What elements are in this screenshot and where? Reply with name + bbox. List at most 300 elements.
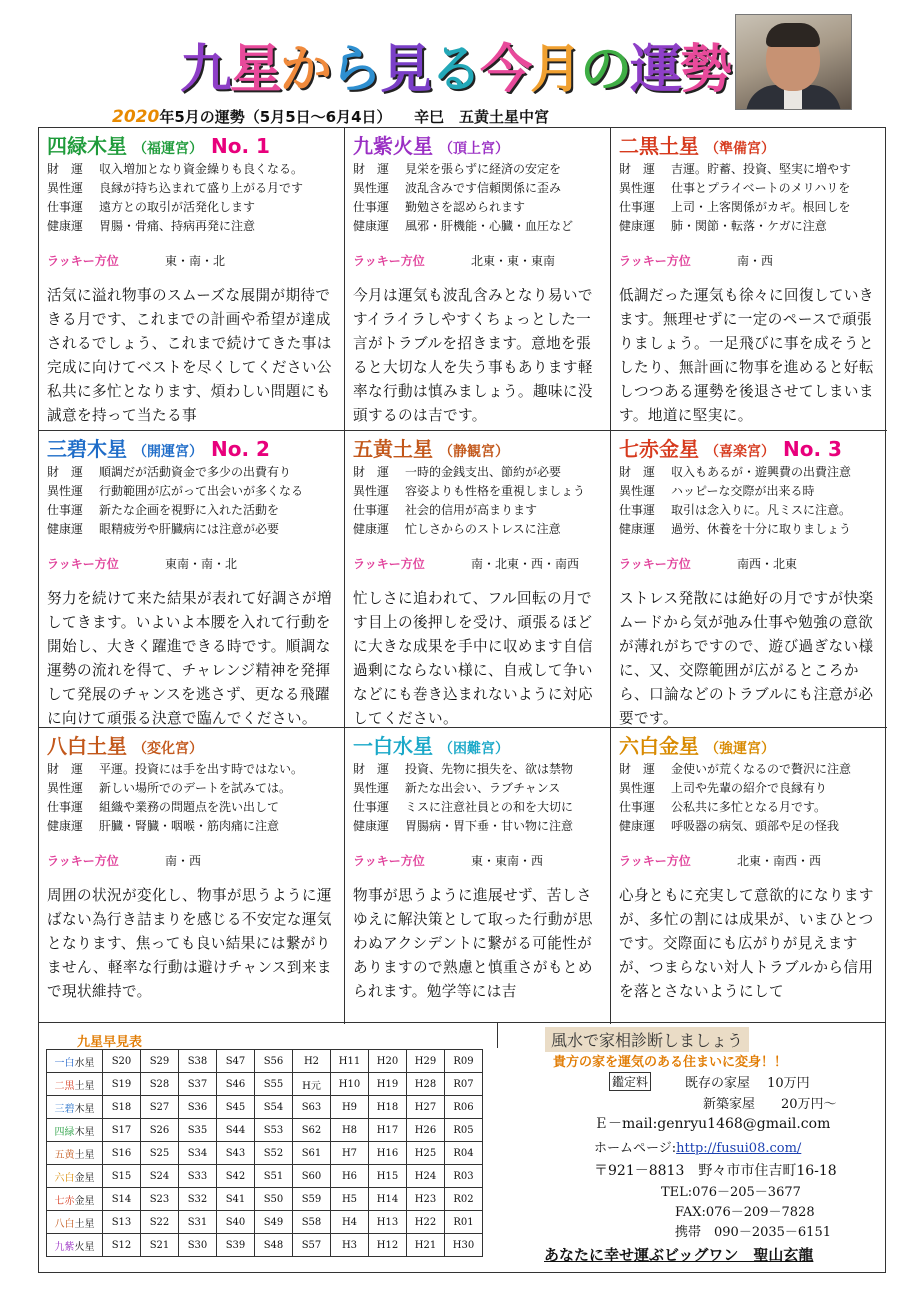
chart-title: 九星早見表 — [77, 1035, 143, 1050]
fortune-key: 異性運 — [619, 484, 656, 498]
fortune-key: 仕事運 — [47, 200, 84, 214]
lucky-label: ラッキー方位 — [47, 854, 119, 868]
fortune-line — [47, 501, 338, 520]
table-star-suffix: 土星 — [74, 1218, 95, 1230]
table-cell: H20 — [369, 1050, 407, 1073]
fortune-key: 健康運 — [47, 219, 84, 233]
star-name: 七赤金星 — [619, 437, 699, 461]
fortune-line — [619, 817, 881, 836]
table-cell: R03 — [445, 1165, 483, 1188]
fortune-grid — [38, 127, 886, 1023]
table-cell: S53 — [255, 1119, 293, 1142]
table-cell: S13 — [103, 1211, 141, 1234]
table-star-name — [47, 1142, 103, 1165]
table-star-suffix: 水星 — [74, 1057, 95, 1069]
star-description: 今月は運気も波乱含みとなり易いですイライラしやすくちょっとした一言がトラブルを招きます。意地を張ると大切な人を失う事もあります軽率な行動は慎みましょう。趣味に没頭するのは吉です。 — [353, 287, 593, 424]
table-cell: S62 — [293, 1119, 331, 1142]
fortune-line — [619, 501, 881, 520]
fortune-text: 金使いが荒くなるので贅沢に注意 — [671, 762, 852, 776]
fortune-key: 仕事運 — [353, 503, 390, 517]
fortune-key: 健康運 — [619, 819, 656, 833]
table-cell: S26 — [141, 1119, 179, 1142]
table-star-name — [47, 1119, 103, 1142]
lucky-value: 北東・南西・西 — [737, 854, 822, 868]
table-cell: S44 — [217, 1119, 255, 1142]
lucky-direction — [619, 852, 881, 874]
table-star-name — [47, 1234, 103, 1257]
star-name: 一白水星 — [353, 734, 433, 758]
fengshui-title: 風水で家相診断しましょう — [545, 1027, 749, 1052]
table-cell: S54 — [255, 1096, 293, 1119]
fortune-line — [619, 798, 881, 817]
lucky-value: 南・西 — [737, 254, 774, 268]
star-heading — [353, 132, 604, 160]
table-cell: S22 — [141, 1211, 179, 1234]
table-cell: R09 — [445, 1050, 483, 1073]
fee-existing: 既存の家屋 10万円 — [685, 1076, 810, 1091]
fee-new: 新築家屋 20万円～ — [703, 1097, 837, 1112]
fortune-key: 仕事運 — [619, 800, 656, 814]
phone: TEL:076－205－3677 — [661, 1185, 801, 1200]
lucky-label: ラッキー方位 — [353, 254, 425, 268]
table-cell: H23 — [407, 1188, 445, 1211]
fortune-line — [47, 779, 338, 798]
star-name: 八白土星 — [47, 734, 127, 758]
table-cell: S48 — [255, 1234, 293, 1257]
fortune-line — [353, 760, 604, 779]
table-cell: S14 — [103, 1188, 141, 1211]
table-cell: H14 — [369, 1188, 407, 1211]
table-cell: S47 — [217, 1050, 255, 1073]
table-cell: S18 — [103, 1096, 141, 1119]
subtitle-period: 年5月の運勢（5月5日～6月4日） 辛巳 五黄土星中宮 — [159, 108, 550, 126]
fortune-text: 新たな出会い、ラブチャンス — [405, 781, 561, 795]
kyusei-table — [46, 1049, 483, 1257]
table-cell: S32 — [179, 1188, 217, 1211]
lucky-value: 東・南・北 — [165, 254, 226, 268]
table-star-prefix: 三碧 — [54, 1103, 75, 1115]
fortune-key: 仕事運 — [353, 200, 390, 214]
fortune-text: 社会的信用が高まります — [405, 503, 538, 517]
title-char: 見 — [380, 40, 431, 100]
lucky-direction — [619, 555, 881, 577]
table-row — [47, 1211, 483, 1234]
fortune-key: 健康運 — [47, 819, 84, 833]
star-description: ストレス発散には絶好の月ですが快楽ムードから気が弛み仕事や勉強の意欲が薄れがちですので、遊び過ぎない様に、又、交際範囲が広がるところから、口論などのトラブルにも注意が必要です。 — [619, 590, 874, 727]
star-description: 周囲の状況が変化し、物事が思うように運ばない為行き詰まりを感じる不安定な運気となります、焦っても良い結果には繋がりません、軽率な行動は避けチャンス到来まで現状維持で。 — [47, 887, 332, 1000]
table-row — [47, 1188, 483, 1211]
table-star-suffix: 木星 — [74, 1103, 95, 1115]
fortune-line — [619, 217, 881, 236]
fax: FAX:076－209－7828 — [675, 1205, 815, 1220]
fortune-text: 上司や先輩の紹介で良縁有り — [671, 781, 828, 795]
table-cell: S27 — [141, 1096, 179, 1119]
fortune-key: 健康運 — [47, 522, 84, 536]
subtitle-year: 2020 — [112, 107, 160, 127]
fortune-key: 仕事運 — [353, 800, 390, 814]
fortune-key: 健康運 — [619, 522, 656, 536]
fortune-text: 平運。投資には手を出す時ではない。 — [99, 762, 304, 776]
table-star-suffix: 金星 — [74, 1195, 95, 1207]
table-cell: S46 — [217, 1073, 255, 1096]
table-star-name — [47, 1211, 103, 1234]
signature: あなたに幸せ運ぶビッグワン 聖山玄龍 — [544, 1246, 814, 1264]
lucky-value: 南西・北東 — [737, 557, 798, 571]
title-char: 月 — [530, 40, 581, 100]
lucky-value: 南・西 — [165, 854, 202, 868]
table-cell: S55 — [255, 1073, 293, 1096]
lucky-label: ラッキー方位 — [47, 557, 119, 571]
fortune-text: 良縁が持ち込まれて盛り上がる月です — [99, 181, 304, 195]
table-cell: H16 — [369, 1142, 407, 1165]
star-cell — [345, 431, 611, 728]
star-palace: （困難宮） — [439, 741, 509, 757]
table-star-name — [47, 1188, 103, 1211]
star-heading — [619, 435, 881, 463]
fortune-text: 肺・関節・転落・ケガに注意 — [671, 219, 827, 233]
table-star-prefix: 一白 — [54, 1057, 75, 1069]
fortune-line — [353, 217, 604, 236]
title-char: ら — [330, 40, 381, 100]
star-cell — [611, 728, 887, 1024]
lucky-direction — [47, 555, 338, 577]
star-description: 物事が思うように進展せず、苦しさゆえに解決策として取った行動が思わぬアクシデントに繋がる可能性がありますので熟慮と慎重さがもとめられます。勉学等には吉 — [353, 887, 593, 1000]
fortune-line — [353, 179, 604, 198]
star-name: 九紫火星 — [353, 134, 433, 158]
star-heading — [47, 132, 338, 160]
fortune-key: 財 運 — [353, 762, 390, 776]
author-photo — [735, 14, 852, 110]
table-cell: R05 — [445, 1119, 483, 1142]
fortune-key: 財 運 — [47, 162, 84, 176]
star-cell — [611, 431, 887, 728]
fortune-key: 健康運 — [619, 219, 656, 233]
table-cell: S42 — [217, 1165, 255, 1188]
star-name: 三碧木星 — [47, 437, 127, 461]
table-cell: S49 — [255, 1211, 293, 1234]
fortune-text: 仕事とプライベートのメリハリを — [671, 181, 851, 195]
fortune-text: 胃腸病・胃下垂・甘い物に注意 — [405, 819, 574, 833]
table-cell: S56 — [255, 1050, 293, 1073]
star-rank: No. 3 — [783, 437, 842, 461]
table-cell: S63 — [293, 1096, 331, 1119]
table-cell: S33 — [179, 1165, 217, 1188]
table-cell: S37 — [179, 1073, 217, 1096]
table-cell: H3 — [331, 1234, 369, 1257]
table-star-suffix: 土星 — [74, 1080, 95, 1092]
fortune-text: 吉運。貯蓄、投資、堅実に増やす — [671, 162, 852, 176]
lucky-label: ラッキー方位 — [353, 557, 425, 571]
fortune-key: 異性運 — [619, 181, 656, 195]
lucky-direction — [353, 252, 604, 274]
fortune-text: 過労、休養を十分に取りましょう — [671, 522, 852, 536]
table-cell: S30 — [179, 1234, 217, 1257]
table-cell: H5 — [331, 1188, 369, 1211]
star-heading — [353, 435, 604, 463]
table-star-suffix: 火星 — [74, 1241, 95, 1253]
fortune-line — [47, 160, 338, 179]
table-cell: S40 — [217, 1211, 255, 1234]
table-cell: S39 — [217, 1234, 255, 1257]
fortune-line — [47, 463, 338, 482]
table-cell: S57 — [293, 1234, 331, 1257]
star-palace: （静観宮） — [439, 444, 509, 460]
table-cell: R01 — [445, 1211, 483, 1234]
homepage — [594, 1137, 801, 1156]
fortune-line — [619, 779, 881, 798]
title-char: 運 — [630, 40, 681, 100]
table-cell: R02 — [445, 1188, 483, 1211]
star-rank: No. 2 — [211, 437, 270, 461]
fortune-text: 遠方との取引が活発化します — [99, 200, 256, 214]
table-star-name — [47, 1096, 103, 1119]
table-cell: H26 — [407, 1119, 445, 1142]
table-star-prefix: 二黒 — [54, 1080, 75, 1092]
fortune-line — [619, 760, 881, 779]
star-name: 二黒土星 — [619, 134, 699, 158]
table-cell: S23 — [141, 1188, 179, 1211]
fortune-line — [619, 198, 881, 217]
fortune-text: 眼精疲労や肝臓病には注意が必要 — [99, 522, 280, 536]
star-cell — [39, 431, 345, 728]
bottom-section — [38, 1022, 886, 1273]
fortune-text: 取引は念入りに。凡ミスに注意。 — [671, 503, 852, 517]
table-cell: H29 — [407, 1050, 445, 1073]
lucky-label: ラッキー方位 — [619, 254, 691, 268]
fortune-text: 新しい場所でのデートを試みては。 — [99, 781, 292, 795]
table-cell: H13 — [369, 1211, 407, 1234]
table-star-suffix: 木星 — [74, 1126, 95, 1138]
fortune-line — [619, 160, 881, 179]
fortune-line — [619, 463, 881, 482]
fortune-key: 異性運 — [47, 484, 84, 498]
table-cell: H18 — [369, 1096, 407, 1119]
table-cell: S36 — [179, 1096, 217, 1119]
table-cell: S52 — [255, 1142, 293, 1165]
fortune-text: 風邪・肝機能・心臓・血圧など — [405, 219, 574, 233]
star-heading — [47, 435, 338, 463]
star-name: 四緑木星 — [47, 134, 127, 158]
fortune-key: 財 運 — [619, 465, 656, 479]
lucky-direction — [353, 555, 604, 577]
title-char: 勢 — [680, 40, 731, 100]
table-cell: S58 — [293, 1211, 331, 1234]
star-cell — [39, 128, 345, 431]
table-cell: S20 — [103, 1050, 141, 1073]
table-star-prefix: 四緑 — [54, 1126, 75, 1138]
table-cell: H19 — [369, 1073, 407, 1096]
fortune-line — [47, 482, 338, 501]
fortune-line — [353, 817, 604, 836]
lucky-direction — [47, 252, 338, 274]
main-title — [180, 36, 731, 104]
fortune-line — [353, 520, 604, 539]
table-cell: H6 — [331, 1165, 369, 1188]
fengshui-subtitle: 貴方の家を運気のある住まいに変身！！ — [553, 1055, 788, 1070]
fortune-key: 仕事運 — [47, 503, 84, 517]
table-cell: S38 — [179, 1050, 217, 1073]
table-row — [47, 1119, 483, 1142]
star-cell — [345, 128, 611, 431]
fortune-text: 忙しさからのストレスに注意 — [405, 522, 561, 536]
fortune-line — [353, 482, 604, 501]
fortune-text: 呼吸器の病気、頭部や足の怪我 — [671, 819, 840, 833]
star-palace: （頂上宮） — [439, 141, 509, 157]
lucky-label: ラッキー方位 — [619, 854, 691, 868]
star-heading — [47, 732, 338, 760]
fortune-text: 組織や業務の問題点を洗い出して — [99, 800, 280, 814]
fortune-text: 波乱含みです信頼関係に歪み — [405, 181, 562, 195]
star-cell — [39, 728, 345, 1024]
divider — [497, 1023, 498, 1048]
star-palace: （強運宮） — [705, 741, 775, 757]
fortune-text: ミスに注意社員との和を大切に — [405, 800, 574, 814]
table-row — [47, 1096, 483, 1119]
table-star-name — [47, 1165, 103, 1188]
table-cell: H25 — [407, 1142, 445, 1165]
fortune-key: 仕事運 — [619, 200, 656, 214]
table-cell: H17 — [369, 1119, 407, 1142]
fortune-key: 異性運 — [353, 781, 390, 795]
table-star-prefix: 七赤 — [54, 1195, 75, 1207]
fortune-text: 収入もあるが・遊興費の出費注意 — [671, 465, 852, 479]
star-description: 心身ともに充実して意欲的になりますが、多忙の割には成果が、いまひとつです。交際面にも広がりが見えますが、つまらない対人トラブルから信用を落とさないようにして — [619, 887, 874, 1000]
fortune-text: 順調だが活動資金で多少の出費有り — [99, 465, 292, 479]
table-cell: H元 — [293, 1073, 331, 1096]
table-cell: S59 — [293, 1188, 331, 1211]
table-star-prefix: 九紫 — [54, 1241, 75, 1253]
table-cell: S25 — [141, 1142, 179, 1165]
fortune-text: 投資、先物に損失を、欲は禁物 — [405, 762, 574, 776]
star-heading — [353, 732, 604, 760]
table-cell: S29 — [141, 1050, 179, 1073]
star-name: 六白金星 — [619, 734, 699, 758]
table-cell: S45 — [217, 1096, 255, 1119]
star-heading — [619, 132, 881, 160]
fortune-line — [47, 520, 338, 539]
table-cell: S35 — [179, 1119, 217, 1142]
table-cell: S24 — [141, 1165, 179, 1188]
fortune-line — [47, 817, 338, 836]
fortune-line — [619, 520, 881, 539]
lucky-label: ラッキー方位 — [47, 254, 119, 268]
star-palace: （開運宮） — [133, 444, 203, 460]
table-cell: S61 — [293, 1142, 331, 1165]
fortune-key: 異性運 — [353, 484, 390, 498]
fortune-text: 肝臓・腎臓・咽喉・筋肉痛に注意 — [99, 819, 280, 833]
fortune-text: 勤勉さを認められます — [405, 200, 526, 214]
fortune-key: 健康運 — [353, 819, 390, 833]
table-cell: S43 — [217, 1142, 255, 1165]
title-char: の — [580, 40, 631, 100]
fortune-text: 一時的金銭支出、節約が必要 — [405, 465, 562, 479]
fortune-line — [619, 179, 881, 198]
table-cell: S19 — [103, 1073, 141, 1096]
table-cell: S41 — [217, 1188, 255, 1211]
table-row — [47, 1234, 483, 1257]
fortune-line — [353, 779, 604, 798]
fortune-key: 財 運 — [619, 762, 656, 776]
table-cell: H2 — [293, 1050, 331, 1073]
fortune-line — [47, 798, 338, 817]
homepage-link[interactable]: http://fusui08.com/ — [676, 1141, 802, 1156]
table-cell: S34 — [179, 1142, 217, 1165]
star-palace: （福運宮） — [133, 141, 203, 157]
star-heading — [619, 732, 881, 760]
table-cell: S28 — [141, 1073, 179, 1096]
lucky-value: 北東・東・東南 — [471, 254, 556, 268]
address: 〒921－8813 野々市市住吉町16-18 — [594, 1163, 837, 1179]
fortune-line — [353, 198, 604, 217]
fortune-line — [353, 463, 604, 482]
star-description: 低調だった運気も徐々に回復していきます。無理せずに一定のペースで頑張りましょう。一足飛びに事を成そうとしたり、無計画に物事を進めると好転しつつある運勢を後退させてしまいます。地道に堅実に。 — [619, 287, 874, 424]
table-cell: S51 — [255, 1165, 293, 1188]
table-cell: H8 — [331, 1119, 369, 1142]
table-star-name — [47, 1073, 103, 1096]
fortune-line — [47, 179, 338, 198]
fortune-key: 異性運 — [619, 781, 656, 795]
lucky-value: 南・北東・西・南西 — [471, 557, 580, 571]
table-cell: H24 — [407, 1165, 445, 1188]
star-palace: （変化宮） — [133, 741, 203, 757]
table-cell: H10 — [331, 1073, 369, 1096]
lucky-direction — [619, 252, 881, 274]
table-cell: S17 — [103, 1119, 141, 1142]
star-cell — [345, 728, 611, 1024]
fortune-line — [47, 217, 338, 236]
fortune-text: 容姿よりも性格を重視しましょう — [405, 484, 586, 498]
table-cell: S12 — [103, 1234, 141, 1257]
homepage-label: ホームページ: — [594, 1141, 677, 1156]
fortune-text: 収入増加となり資金繰りも良くなる。 — [99, 162, 304, 176]
fortune-key: 財 運 — [47, 465, 84, 479]
fortune-key: 健康運 — [353, 219, 390, 233]
table-cell: S21 — [141, 1234, 179, 1257]
table-row — [47, 1073, 483, 1096]
fortune-key: 財 運 — [353, 162, 390, 176]
table-cell: H12 — [369, 1234, 407, 1257]
lucky-value: 東・東南・西 — [471, 854, 544, 868]
star-palace: （準備宮） — [705, 141, 775, 157]
star-description: 忙しさに追われて、フル回転の月です目上の後押しを受け、頑張るほどに大きな成果を手中に収めます自信過剰にならない様に、自戒して争いなどにも巻き込まれないように対応してください。 — [353, 590, 593, 727]
lucky-direction — [353, 852, 604, 874]
title-char: る — [430, 40, 481, 100]
lucky-direction — [47, 852, 338, 874]
table-cell: H15 — [369, 1165, 407, 1188]
email: Ｅ－mail:genryu1468@gmail.com — [594, 1116, 831, 1132]
mobile: 携帯 090－2035－6151 — [675, 1225, 831, 1240]
table-cell: H21 — [407, 1234, 445, 1257]
subtitle — [112, 106, 732, 127]
fee-label: 鑑定料 — [609, 1072, 651, 1091]
table-star-suffix: 金星 — [74, 1172, 95, 1184]
table-cell: S16 — [103, 1142, 141, 1165]
table-cell: R07 — [445, 1073, 483, 1096]
lucky-label: ラッキー方位 — [619, 557, 691, 571]
fortune-line — [353, 798, 604, 817]
table-cell: S15 — [103, 1165, 141, 1188]
table-cell: H7 — [331, 1142, 369, 1165]
table-cell: H4 — [331, 1211, 369, 1234]
table-cell: H22 — [407, 1211, 445, 1234]
fortune-line — [47, 198, 338, 217]
title-char: 今 — [480, 40, 531, 100]
table-star-prefix: 八白 — [54, 1218, 75, 1230]
fortune-text: 公私共に多忙となる月です。 — [671, 800, 827, 814]
fortune-text: ハッピーな交際が出来る時 — [671, 484, 815, 498]
table-cell: S60 — [293, 1165, 331, 1188]
table-cell: S50 — [255, 1188, 293, 1211]
